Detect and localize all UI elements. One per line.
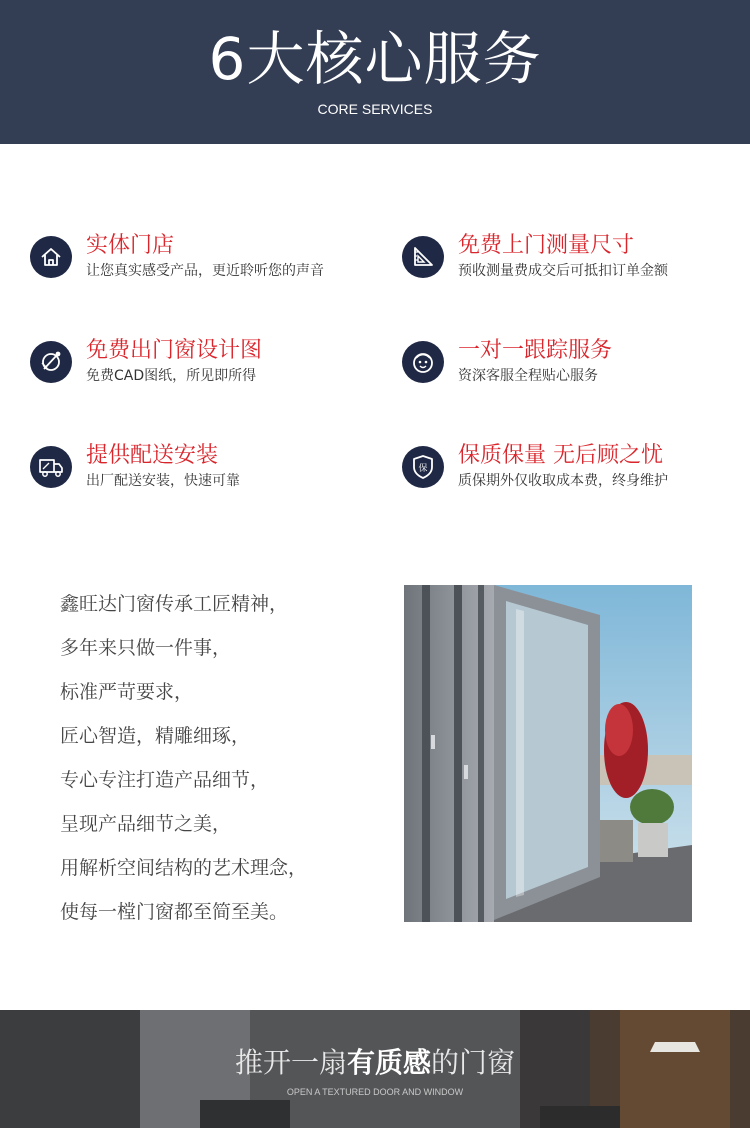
service-item-measure (402, 232, 732, 292)
header-banner (0, 0, 750, 144)
service-title: 一对一跟踪服务 (458, 338, 613, 363)
intro-line: 使每一樘门窗都至简至美。 (60, 901, 289, 923)
service-desc: 免费CAD图纸，所见即所得 (86, 368, 257, 384)
banner-subtitle: OPEN A TEXTURED DOOR AND WINDOW (286, 1087, 464, 1097)
service-desc: 资深客服全程贴心服务 (458, 368, 598, 384)
design-tools-icon (30, 341, 72, 383)
service-title: 实体门店 (86, 233, 175, 258)
warranty-shield-icon (402, 446, 444, 488)
home-icon (30, 236, 72, 278)
banner-title-post: 的门窗 (431, 1046, 516, 1079)
service-title: 免费出门窗设计图 (86, 338, 263, 363)
product-photo (404, 585, 692, 922)
service-title: 免费上门测量尺寸 (458, 233, 635, 258)
service-desc: 出厂配送安装，快速可靠 (86, 473, 240, 489)
ruler-triangle-icon (402, 236, 444, 278)
intro-line: 呈现产品细节之美， (60, 813, 232, 835)
intro-line: 用解析空间结构的艺术理念， (60, 857, 308, 879)
service-desc: 预收测量费成交后可抵扣订单金额 (458, 263, 668, 279)
service-item-delivery (30, 442, 360, 502)
banner-title-bold: 有质感 (346, 1046, 431, 1079)
service-item-store (30, 232, 360, 292)
service-desc: 质保期外仅收取成本费，终身维护 (458, 473, 668, 489)
bottom-banner (0, 1010, 750, 1128)
intro-line: 专心专注打造产品细节， (60, 769, 270, 791)
service-title: 保质保量 无后顾之忧 (458, 443, 663, 468)
brand-intro (60, 588, 380, 940)
banner-title-pre: 推开一扇 (234, 1046, 347, 1079)
service-desc: 让您真实感受产品，更近聆听您的声音 (86, 263, 324, 279)
service-title: 提供配送安装 (86, 443, 219, 468)
page-title: 6大核心服务 (208, 25, 542, 93)
intro-line: 多年来只做一件事， (60, 637, 232, 659)
intro-line: 标准严苛要求， (60, 681, 194, 703)
intro-line: 鑫旺达门窗传承工匠精神， (60, 593, 289, 615)
service-item-design (30, 337, 360, 397)
banner-title (0, 1046, 750, 1080)
service-face-icon (402, 341, 444, 383)
delivery-truck-icon (30, 446, 72, 488)
service-item-tracking (402, 337, 732, 397)
svg-text:保: 保 (418, 464, 428, 474)
service-item-warranty (402, 442, 732, 502)
intro-line: 匠心智造，精雕细琢， (60, 725, 251, 747)
page-subtitle: CORE SERVICES (317, 101, 433, 117)
